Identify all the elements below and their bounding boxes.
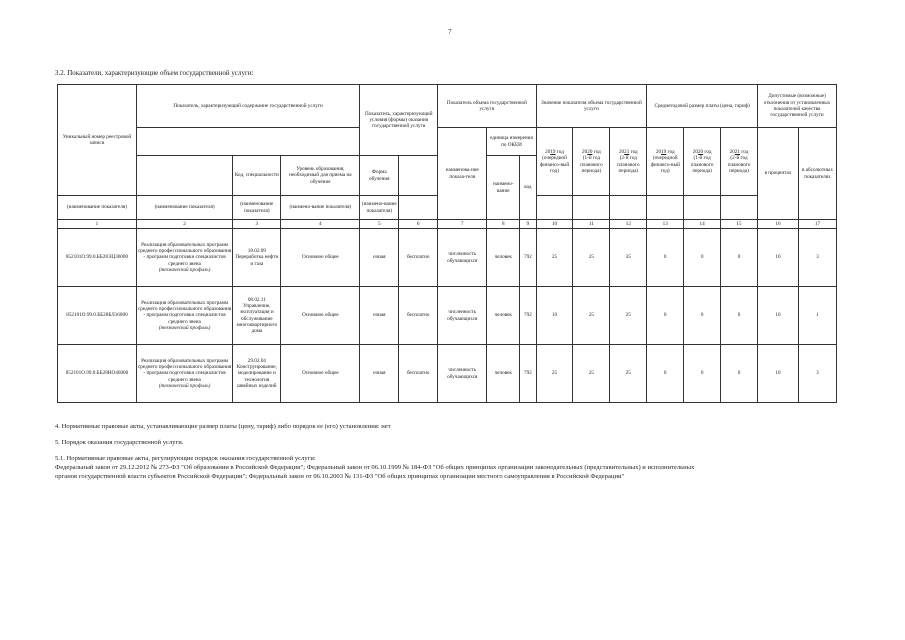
note-fee-acts: 4. Нормативные правовые акты, устанавливающие размер платы (цену, тариф) либо порядок ее (его) установления: нет [55, 423, 391, 430]
header-volume-indicator: Показатель объема государственной услуги [438, 85, 536, 128]
note-law-line-2: органов государственной власти субъектов Российской Федерации"; Федеральный закон от 06.10.2003 № 131-ФЗ "Об общих принципах организации местного самоуправления в Российской Федерации" [55, 473, 625, 480]
program-name: Реализация образовательных программ среднего профессионального образования - программ подготовки специалистов среднего звена (технический профиль) [136, 287, 232, 345]
header-registry-number: Уникальный номер реестровой записи [58, 85, 137, 196]
study-form: очная [360, 229, 399, 287]
header-conditions-blank [399, 156, 438, 196]
header-indicator-paren-2: (наименование показателя) [136, 196, 232, 220]
unit-code: 792 [520, 229, 536, 287]
fee-year-2: 0 [684, 229, 721, 287]
header-avg-fee: Среднегодовой размер платы (цена, тариф) [647, 85, 758, 128]
column-number: 6 [399, 220, 438, 229]
column-number: 4 [281, 220, 360, 229]
fee-condition: бесплатно [399, 287, 438, 345]
program-name: Реализация образовательных программ среднего профессионального образования - программ подготовки специалистов среднего звена (технический профиль) [136, 229, 232, 287]
registry-number: 852101О.99.0.ББ28НО46000 [58, 345, 137, 403]
header-in-absolute: в абсолютных показателях [798, 128, 836, 220]
column-number: 7 [438, 220, 487, 229]
unit-name: человек [487, 345, 520, 403]
header-in-percent: в процентах [757, 128, 798, 220]
value-year-1: 25 [536, 229, 573, 287]
indicator-name: численность обучающихся [438, 229, 487, 287]
header-unit-name: наимено-вание [487, 156, 520, 220]
header-conditions-indicator: Показатель, характеризующий условия (формы) оказания государственной услуги [360, 85, 438, 156]
deviation-percent: 10 [757, 345, 798, 403]
header-blank-cell [136, 128, 359, 156]
specialty-code: 29.02.04 Конструирование, моделирование и технология швейных изделий [233, 345, 281, 403]
value-year-1: 25 [536, 345, 573, 403]
fee-year-2: 0 [684, 287, 721, 345]
header-fee-year-3: 2021 год (2-й год планового периода) [721, 128, 758, 196]
header-form-of-study: Форма обучения [360, 156, 399, 196]
deviation-percent: 10 [757, 287, 798, 345]
column-number-row [58, 220, 837, 229]
deviation-absolute: 3 [798, 345, 836, 403]
header-unit-code: код [520, 156, 536, 220]
study-form: очная [360, 345, 399, 403]
fee-year-3: 0 [721, 287, 758, 345]
unit-name: человек [487, 229, 520, 287]
header-year-3: 2021 год (2-й год планового периода) [610, 128, 647, 196]
header-empty-14 [647, 196, 684, 220]
education-level: Основное общее [281, 345, 360, 403]
specialty-code: 18.02.09 Переработка нефти и газа [233, 229, 281, 287]
value-year-3: 25 [610, 287, 647, 345]
header-content-indicator: Показатель, характеризующий содержание государственной услуги [136, 85, 359, 128]
value-year-3: 35 [610, 229, 647, 287]
unit-name: человек [487, 287, 520, 345]
column-number: 12 [610, 220, 647, 229]
header-fee-year-1: 2019 год (очередной финансо-вый год) [647, 128, 684, 196]
header-education-level: Уровень образования, необходимый для приема на обучение [281, 156, 360, 196]
column-number: 11 [573, 220, 610, 229]
header-empty-13 [610, 196, 647, 220]
column-number: 10 [536, 220, 573, 229]
column-number: 15 [721, 220, 758, 229]
value-year-1: 10 [536, 287, 573, 345]
program-name: Реализация образовательных программ среднего профессионального образования - программ подготовки специалистов среднего звена (технический профиль) [136, 345, 232, 403]
column-number: 3 [233, 220, 281, 229]
table-row [58, 229, 837, 287]
deviation-absolute: 3 [798, 229, 836, 287]
note-regulating-acts: 5.1. Нормативные правовые акты, регулирующие порядок оказания государственной услуги: [55, 455, 316, 462]
fee-year-3: 0 [721, 345, 758, 403]
header-empty-11 [536, 196, 573, 220]
table-row [58, 287, 837, 345]
table-row [58, 345, 837, 403]
column-number: 5 [360, 220, 399, 229]
header-fee-year-2: 2020 год (1-й год планового периода) [684, 128, 721, 196]
column-number: 16 [757, 220, 798, 229]
specialty-code: 08.02.11 Управление, эксплуатация и обслуживание многоквартирного дома [233, 287, 281, 345]
header-empty-12 [573, 196, 610, 220]
column-number: 8 [487, 220, 520, 229]
header-code-specialty: Код, специальности [233, 156, 281, 196]
header-indicator-paren-5: (наимено-вание показателя) [360, 196, 399, 220]
deviation-percent: 10 [757, 229, 798, 287]
column-number: 9 [520, 220, 536, 229]
header-indicator-paren-4: (наимено-вание показателя) [281, 196, 360, 220]
column-number: 13 [647, 220, 684, 229]
column-number: 17 [798, 220, 836, 229]
fee-condition: бесплатно [399, 229, 438, 287]
value-year-2: 25 [573, 345, 610, 403]
indicator-name: численность обучающихся [438, 345, 487, 403]
fee-condition: бесплатно [399, 345, 438, 403]
fee-year-1: 0 [647, 229, 684, 287]
header-year-2: 2020 год (1-й год планового периода) [573, 128, 610, 196]
education-level: Основное общее [281, 229, 360, 287]
header-program-blank [136, 156, 232, 196]
fee-year-1: 0 [647, 287, 684, 345]
fee-year-3: 0 [721, 229, 758, 287]
column-number: 2 [136, 220, 232, 229]
value-year-3: 25 [610, 345, 647, 403]
registry-number: 852101О.99.0.ББ28ЭЦ36000 [58, 229, 137, 287]
page-number: 7 [448, 28, 452, 36]
education-level: Основное общее [281, 287, 360, 345]
note-law-line-1: Федеральный закон от 29.12.2012 № 273-ФЗ "Об образовании в Российской Федерации"; Федеральный закон от 06.10.1999 № 184-ФЗ "Об общих принципах организации законодательных (представительных) и исполнительных [55, 464, 695, 471]
header-empty-10 [399, 196, 438, 220]
header-indicator-paren-3: (наименование показателя) [233, 196, 281, 220]
registry-number: 852101О.99.0.ББ28БЛ16000 [58, 287, 137, 345]
fee-year-2: 0 [684, 345, 721, 403]
section-title: 3.2. Показатели, характеризующие объем государственной услуги: [55, 69, 254, 77]
header-empty-15 [684, 196, 721, 220]
value-year-2: 25 [573, 229, 610, 287]
header-volume-values: Значение показателя объема государственной услуги [536, 85, 647, 128]
header-indicator-name: наименова-ние показа-теля [438, 128, 487, 220]
volume-indicators-table [57, 84, 837, 403]
column-number: 1 [58, 220, 137, 229]
header-indicator-paren-1: (наименование показателя) [58, 196, 137, 220]
header-unit-okei: единица измерения по ОКЕИ [487, 128, 536, 156]
unit-code: 792 [520, 287, 536, 345]
header-allowed-deviation: Допустимые (возможные) отклонения от установленных показателей качества государственной услуги [757, 85, 836, 128]
unit-code: 792 [520, 345, 536, 403]
column-number: 14 [684, 220, 721, 229]
deviation-absolute: 1 [798, 287, 836, 345]
value-year-2: 25 [573, 287, 610, 345]
note-procedure: 5. Порядок оказания государственной услуги. [55, 439, 184, 446]
fee-year-1: 0 [647, 345, 684, 403]
header-year-1: 2019 год (очередной финансо-вый год) [536, 128, 573, 196]
study-form: очная [360, 287, 399, 345]
indicator-name: численность обучающихся [438, 287, 487, 345]
